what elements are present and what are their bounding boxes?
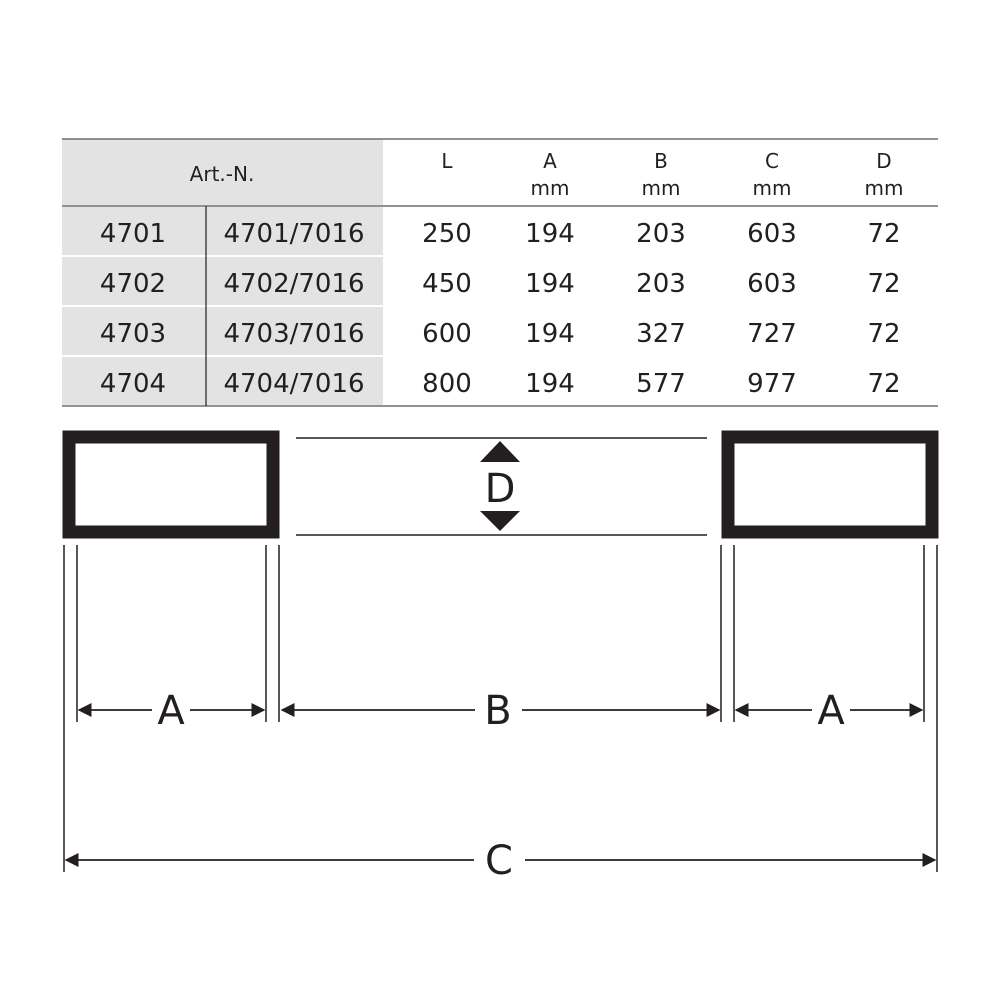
a-left-label: A (157, 688, 185, 734)
d-arrow-down (480, 511, 520, 531)
profile-drawing (64, 437, 937, 884)
value-a: 194 (525, 219, 575, 249)
col-header-a: A (543, 149, 557, 173)
b-label: B (484, 688, 512, 734)
art-header: Art.-N. (189, 162, 255, 186)
art-variant: 4701/7016 (223, 219, 365, 249)
art-number: 4704 (99, 369, 167, 399)
value-b: 577 (636, 369, 686, 399)
col-unit-d: mm (864, 176, 904, 200)
value-c: 603 (747, 219, 797, 249)
art-number: 4702 (99, 269, 167, 299)
col-header-b: B (654, 149, 668, 173)
value-c: 603 (747, 269, 797, 299)
art-number: 4703 (99, 319, 167, 349)
spec-table (62, 139, 938, 406)
value-c: 977 (747, 369, 797, 399)
value-d: 72 (867, 269, 901, 299)
c-label: C (485, 838, 513, 884)
value-a: 194 (525, 369, 575, 399)
value-b: 203 (636, 219, 686, 249)
d-label: D (484, 466, 516, 512)
col-unit-a: mm (530, 176, 570, 200)
value-d: 72 (867, 219, 901, 249)
value-c: 727 (747, 319, 797, 349)
value-l: 450 (422, 269, 472, 299)
value-d: 72 (867, 319, 901, 349)
value-b: 203 (636, 269, 686, 299)
value-b: 327 (636, 319, 686, 349)
col-header-c: C (765, 149, 779, 173)
value-a: 194 (525, 269, 575, 299)
col-header-l: L (441, 149, 453, 173)
art-variant: 4702/7016 (223, 269, 365, 299)
left-profile (69, 437, 273, 532)
art-variant: 4704/7016 (223, 369, 365, 399)
a-right-label: A (817, 688, 845, 734)
value-l: 800 (422, 369, 472, 399)
value-d: 72 (867, 369, 901, 399)
art-variant: 4703/7016 (223, 319, 365, 349)
d-arrow-up (480, 441, 520, 462)
value-l: 600 (422, 319, 472, 349)
right-profile (728, 437, 932, 532)
col-header-d: D (876, 149, 892, 173)
value-a: 194 (525, 319, 575, 349)
col-unit-c: mm (752, 176, 792, 200)
value-l: 250 (422, 219, 472, 249)
art-number: 4701 (99, 219, 167, 249)
col-unit-b: mm (641, 176, 681, 200)
